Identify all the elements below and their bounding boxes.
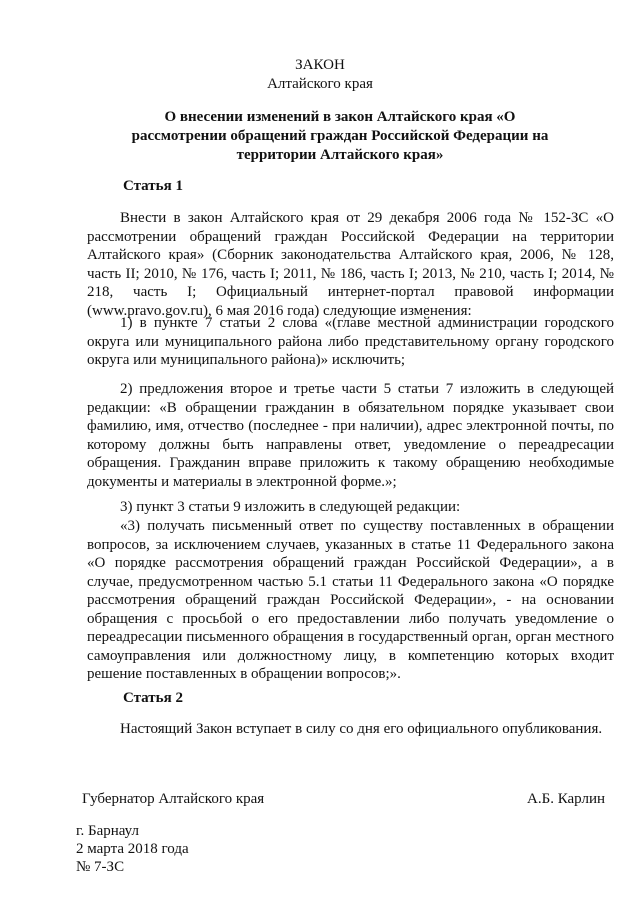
article-1-item-1: 1) в пункте 7 статьи 2 слова «(главе местной администрации городского округа или муниципального района либо представительному органу городского округа или муниципального района)» исключить; xyxy=(87,315,614,368)
article-1-item-2: 2) предложения второе и третье части 5 статьи 7 изложить в следующей редакции: «В обращении гражданин в обязательном порядке указывает свои фамилию, имя, отчество (последнее - при наличии), адрес электронной почты, по которому должны быть направлены ответ, уведомление о переадресации обращения. Гражданин вправе приложить к такому обращению необходимые документы и материалы в электронной форме.»; xyxy=(87,381,614,490)
signature-name: А.Б. Карлин xyxy=(527,791,606,807)
footer-date: 2 марта 2018 года xyxy=(76,841,189,857)
doc-type: ЗАКОН xyxy=(295,57,345,73)
law-title-block xyxy=(0,56,640,94)
article-1-item-3: 3) пункт 3 статьи 9 изложить в следующей редакции: xyxy=(120,499,461,515)
signature-position: Губернатор Алтайского края xyxy=(82,791,265,807)
law-heading: О внесении изменений в закон Алтайского края «О рассмотрении обращений граждан Российской Федерации на территории Алтайского края» xyxy=(131,109,549,163)
article-1-title: Статья 1 xyxy=(123,178,183,194)
article-1-item-3-text: «3) получать письменный ответ по существу поставленных в обращении вопросов, за исключением случаев, указанных в статье 11 Федерального закона «О порядке рассмотрения обращений граждан Российской Федерации», а в случае, предусмотренном частью 5.1 статьи 11 Федерального закона «О порядке рассмотрения обращений граждан Российской Федерации», - на основании обращения с просьбой о его предоставлении либо получать уведомление о переадресации письменного обращения в государственный орган, орган местного самоуправления или должностному лицу, в компетенцию которых входит решение поставленных в обращении вопросов;». xyxy=(87,518,614,682)
footer-block xyxy=(76,822,189,876)
footer-city: г. Барнаул xyxy=(76,823,139,839)
doc-region: Алтайского края xyxy=(267,76,373,92)
article-2-text: Настоящий Закон вступает в силу со дня его официального опубликования. xyxy=(120,721,603,737)
article-2-title: Статья 2 xyxy=(123,690,183,706)
footer-number: № 7-ЗС xyxy=(76,859,125,875)
article-1-intro: Внести в закон Алтайского края от 29 декабря 2006 года № 152-ЗС «О рассмотрении обращений граждан Российской Федерации на территории Алтайского края» (Сборник законодательства Алтайского края, 2006, № 128, часть II; 2010, № 176, часть I; 2011, № 186, часть I; 2013, № 210, часть I; 2014, № 218, часть I; Официальный интернет-портал правовой информации (www.pravo.gov.ru), 6 мая 2016 года) следующие изменения: xyxy=(87,210,614,319)
